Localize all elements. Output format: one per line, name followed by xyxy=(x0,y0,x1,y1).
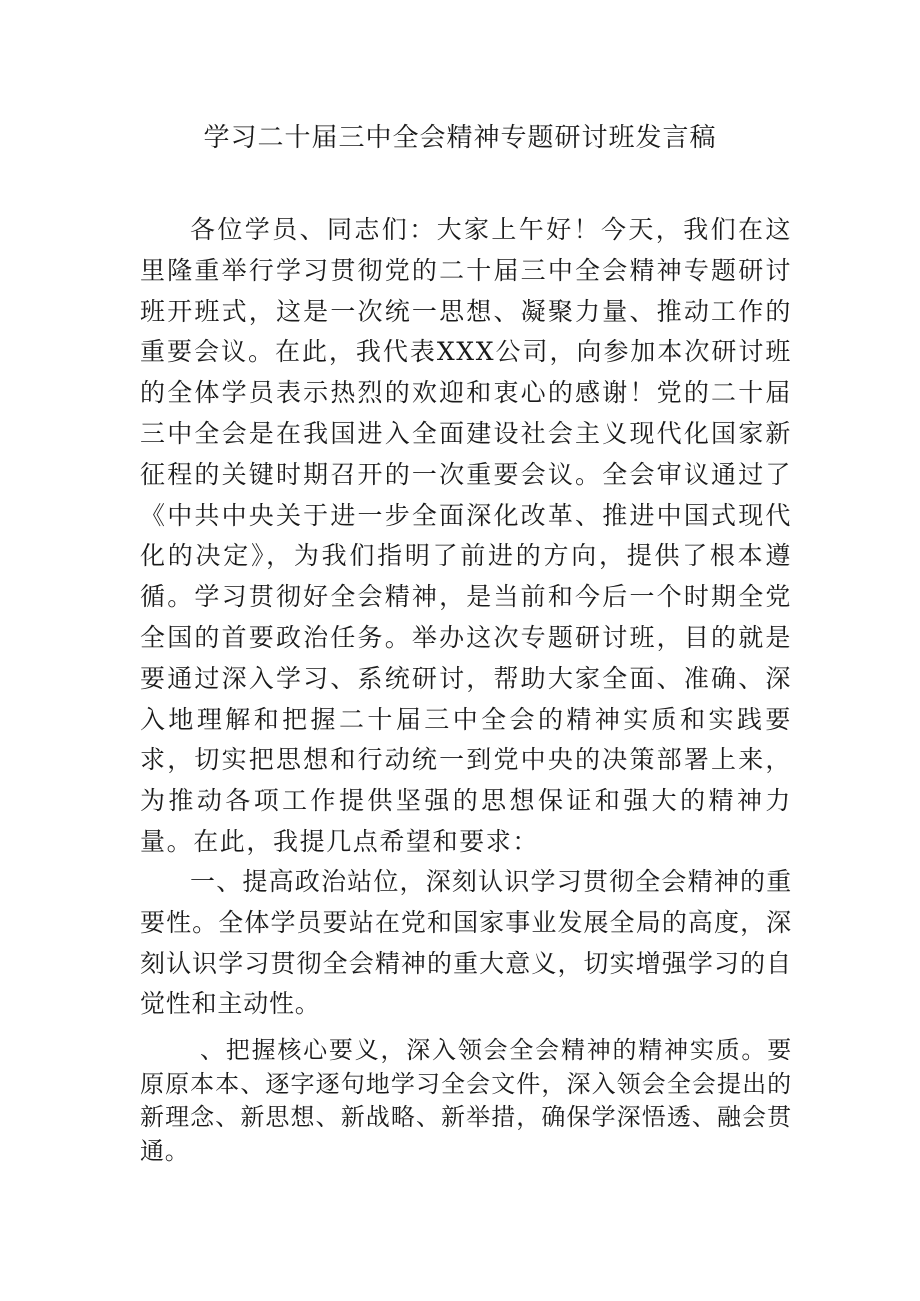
document-title: 学习二十届三中全会精神专题研讨班发言稿 xyxy=(203,123,717,153)
paragraph-point-two: 、把握核心要义，深入领会全会精神的精神实质。要原原本本、逐字逐句地学习全会文件，深入领会全会提出的新理念、新思想、新战略、新举措，确保学深悟透、融会贯通。 xyxy=(140,1036,792,1165)
paragraph-opening: 各位学员、同志们：大家上午好！今天，我们在这里隆重举行学习贯彻党的二十届三中全会精神专题研讨班开班式，这是一次统一思想、凝聚力量、推动工作的重要会议。在此，我代表XXX公司，向参加本次研讨班的全体学员表示热烈的欢迎和衷心的感谢！党的二十届三中全会是在我国进入全面建设社会主义现代化国家新征程的关键时期召开的一次重要会议。全会审议通过了《中共中央关于进一步全面深化改革、推进中国式现代化的决定》，为我们指明了前进的方向，提供了根本遵循。学习贯彻好全会精神，是当前和今后一个时期全党全国的首要政治任务。举办这次专题研讨班，目的就是要通过深入学习、系统研讨，帮助大家全面、准确、深入地理解和把握二十届三中全会的精神实质和实践要求，切实把思想和行动统一到党中央的决策部署上来，为推动各项工作提供坚强的思想保证和强大的精神力量。在此，我提几点希望和要求： xyxy=(140,215,792,856)
paragraph-point-one: 一、提高政治站位，深刻认识学习贯彻全会精神的重要性。全体学员要站在党和国家事业发展全局的高度，深刻认识学习贯彻全会精神的重大意义，切实增强学习的自觉性和主动性。 xyxy=(140,867,792,1019)
